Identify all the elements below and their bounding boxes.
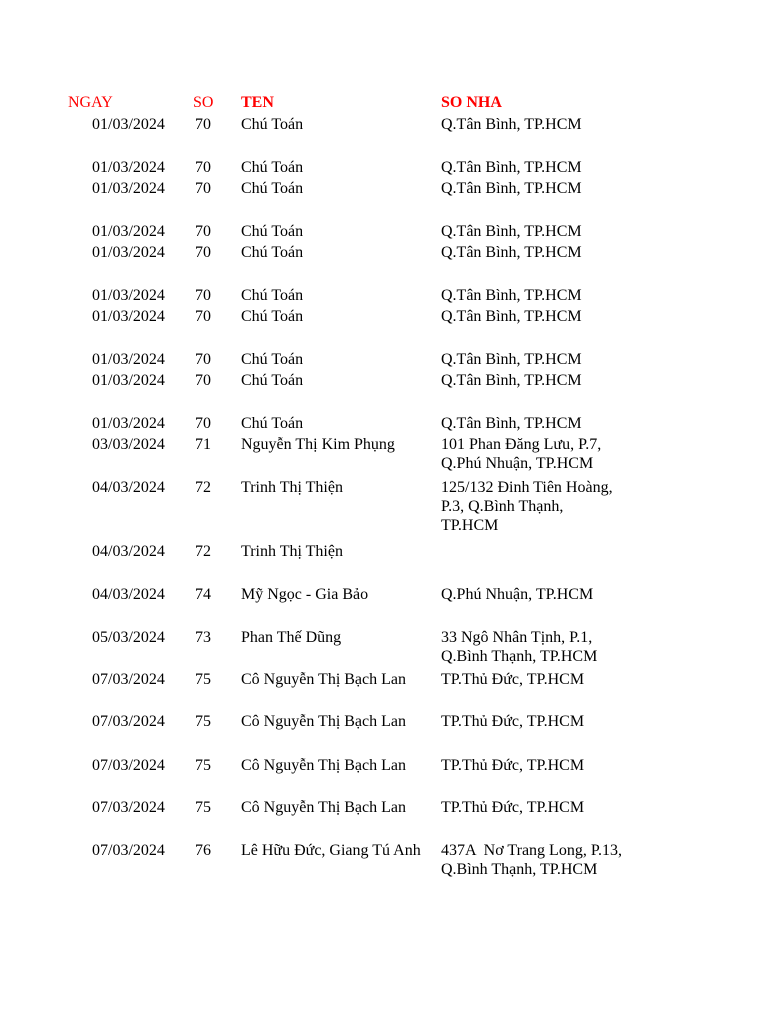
row-ten: Chú Toán — [241, 244, 304, 261]
row-date: 01/03/2024 — [92, 287, 165, 304]
row-so: 70 — [195, 415, 211, 432]
row-date: 01/03/2024 — [92, 372, 165, 389]
row-so: 70 — [195, 244, 211, 261]
header-ngay: NGAY — [68, 94, 113, 111]
row-ten: Phan Thế Dũng — [241, 629, 342, 646]
row-so: 70 — [195, 116, 211, 133]
row-so: 70 — [195, 180, 211, 197]
row-ten: Trinh Thị Thiện — [241, 543, 343, 560]
row-date: 01/03/2024 — [92, 223, 165, 240]
row-address-line: 33 Ngô Nhân Tịnh, P.1, — [441, 629, 593, 646]
row-date: 01/03/2024 — [92, 244, 165, 261]
row-date: 05/03/2024 — [92, 629, 165, 646]
row-address-line: Q.Bình Thạnh, TP.HCM — [441, 861, 598, 878]
row-date: 01/03/2024 — [92, 415, 165, 432]
row-so: 71 — [195, 436, 211, 453]
row-address-line: TP.HCM — [441, 517, 499, 534]
row-address-line: Q.Tân Bình, TP.HCM — [441, 287, 582, 304]
row-so: 70 — [195, 372, 211, 389]
row-ten: Chú Toán — [241, 351, 304, 368]
row-address-line: Q.Tân Bình, TP.HCM — [441, 415, 582, 432]
row-ten: Chú Toán — [241, 415, 304, 432]
row-so: 75 — [195, 757, 211, 774]
row-address-line: 125/132 Đinh Tiên Hoàng, — [441, 479, 613, 496]
row-so: 70 — [195, 159, 211, 176]
row-so: 75 — [195, 799, 211, 816]
row-ten: Chú Toán — [241, 223, 304, 240]
row-address-line: Q.Tân Bình, TP.HCM — [441, 180, 582, 197]
row-so: 72 — [195, 543, 211, 560]
row-address-line: 101 Phan Đăng Lưu, P.7, — [441, 436, 602, 453]
header-so: SO — [193, 94, 214, 111]
row-address-line: Q.Bình Thạnh, TP.HCM — [441, 648, 598, 665]
row-date: 01/03/2024 — [92, 351, 165, 368]
row-so: 75 — [195, 713, 211, 730]
row-so: 72 — [195, 479, 211, 496]
row-ten: Cô Nguyễn Thị Bạch Lan — [241, 713, 407, 730]
row-address-line: Q.Tân Bình, TP.HCM — [441, 351, 582, 368]
row-so: 76 — [195, 842, 211, 859]
row-date: 01/03/2024 — [92, 159, 165, 176]
row-so: 70 — [195, 308, 211, 325]
row-ten: Cô Nguyễn Thị Bạch Lan — [241, 671, 407, 688]
row-address-line: P.3, Q.Bình Thạnh, — [441, 498, 564, 515]
row-ten: Chú Toán — [241, 308, 304, 325]
row-so: 74 — [195, 586, 211, 603]
row-address-line: Q.Tân Bình, TP.HCM — [441, 223, 582, 240]
row-address-line: Q.Tân Bình, TP.HCM — [441, 244, 582, 261]
row-address-line: TP.Thủ Đức, TP.HCM — [441, 799, 585, 816]
row-ten: Chú Toán — [241, 180, 304, 197]
row-address-line: Q.Phú Nhuận, TP.HCM — [441, 586, 594, 603]
row-so: 70 — [195, 351, 211, 368]
row-address-line: TP.Thủ Đức, TP.HCM — [441, 757, 585, 774]
header-so-nha: SO NHA — [441, 94, 502, 111]
row-date: 07/03/2024 — [92, 842, 165, 859]
row-date: 07/03/2024 — [92, 799, 165, 816]
row-ten: Chú Toán — [241, 287, 304, 304]
row-ten: Mỹ Ngọc - Gia Bảo — [241, 586, 369, 603]
row-date: 07/03/2024 — [92, 757, 165, 774]
row-date: 04/03/2024 — [92, 586, 165, 603]
row-so: 75 — [195, 671, 211, 688]
row-date: 07/03/2024 — [92, 713, 165, 730]
row-date: 01/03/2024 — [92, 116, 165, 133]
row-date: 07/03/2024 — [92, 671, 165, 688]
row-ten: Chú Toán — [241, 372, 304, 389]
row-ten: Nguyễn Thị Kim Phụng — [241, 436, 395, 453]
row-so: 73 — [195, 629, 211, 646]
row-address-line: Q.Tân Bình, TP.HCM — [441, 159, 582, 176]
row-ten: Chú Toán — [241, 159, 304, 176]
row-address-line: 437A Nơ Trang Long, P.13, — [441, 842, 622, 859]
header-ten: TEN — [241, 94, 274, 111]
row-so: 70 — [195, 287, 211, 304]
row-address-line: Q.Tân Bình, TP.HCM — [441, 372, 582, 389]
row-ten: Cô Nguyễn Thị Bạch Lan — [241, 757, 407, 774]
row-address-line: TP.Thủ Đức, TP.HCM — [441, 671, 585, 688]
row-date: 01/03/2024 — [92, 308, 165, 325]
row-ten: Trinh Thị Thiện — [241, 479, 343, 496]
row-ten: Lê Hữu Đức, Giang Tú Anh — [241, 842, 421, 859]
row-address-line: TP.Thủ Đức, TP.HCM — [441, 713, 585, 730]
row-address-line: Q.Tân Bình, TP.HCM — [441, 116, 582, 133]
row-ten: Cô Nguyễn Thị Bạch Lan — [241, 799, 407, 816]
row-address-line: Q.Phú Nhuận, TP.HCM — [441, 455, 594, 472]
row-date: 01/03/2024 — [92, 180, 165, 197]
row-date: 03/03/2024 — [92, 436, 165, 453]
row-date: 04/03/2024 — [92, 479, 165, 496]
row-date: 04/03/2024 — [92, 543, 165, 560]
row-so: 70 — [195, 223, 211, 240]
row-ten: Chú Toán — [241, 116, 304, 133]
row-address-line: Q.Tân Bình, TP.HCM — [441, 308, 582, 325]
